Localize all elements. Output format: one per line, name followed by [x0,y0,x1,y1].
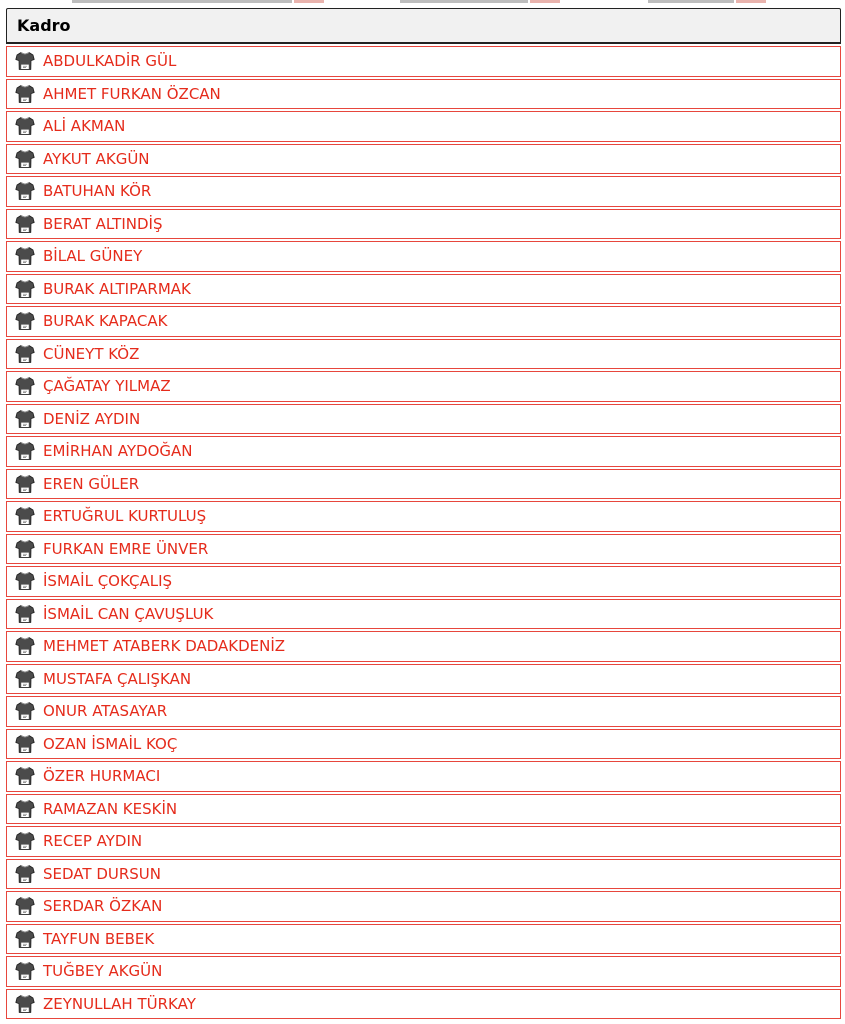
player-row[interactable] [6,501,841,532]
player-list [6,46,841,1019]
player-name-link[interactable]: BURAK ALTIPARMAK [43,279,191,298]
player-row[interactable] [6,566,841,597]
shirt-icon [15,474,35,494]
player-row[interactable] [6,859,841,890]
player-name-link[interactable]: İSMAİL ÇOKÇALIŞ [43,572,173,591]
shirt-icon [15,864,35,884]
player-name-link[interactable]: EMİRHAN AYDOĞAN [43,442,193,461]
player-name-link[interactable]: ERTUĞRUL KURTULUŞ [43,507,207,526]
player-name-link[interactable]: DENİZ AYDIN [43,409,141,428]
player-name-link[interactable]: RAMAZAN KESKİN [43,799,178,818]
player-name-link[interactable]: ONUR ATASAYAR [43,702,168,721]
player-name-link[interactable]: TAYFUN BEBEK [43,929,155,948]
shirt-icon [15,246,35,266]
player-name-link[interactable]: BURAK KAPACAK [43,312,168,331]
player-name-link[interactable]: SERDAR ÖZKAN [43,897,163,916]
shirt-icon [15,441,35,461]
player-row[interactable] [6,664,841,695]
shirt-icon [15,961,35,981]
player-name-link[interactable]: MUSTAFA ÇALIŞKAN [43,669,192,688]
player-row[interactable] [6,209,841,240]
top-controls-strip [0,0,845,8]
shirt-icon [15,571,35,591]
shirt-icon [15,116,35,136]
player-row[interactable] [6,241,841,272]
roster-header [6,8,841,44]
shirt-icon [15,604,35,624]
shirt-icon [15,409,35,429]
player-name-link[interactable]: TUĞBEY AKGÜN [43,962,163,981]
shirt-icon [15,506,35,526]
shirt-icon [15,701,35,721]
filter-select-1[interactable] [72,0,292,3]
shirt-icon [15,376,35,396]
player-row[interactable] [6,761,841,792]
player-name-link[interactable]: ZEYNULLAH TÜRKAY [43,994,196,1013]
player-name-link[interactable]: BERAT ALTINDİŞ [43,214,163,233]
player-name-link[interactable]: ABDULKADİR GÜL [43,52,177,71]
player-row[interactable] [6,46,841,77]
shirt-icon [15,994,35,1014]
player-row[interactable] [6,794,841,825]
player-name-link[interactable]: FURKAN EMRE ÜNVER [43,539,209,558]
player-row[interactable] [6,274,841,305]
player-row[interactable] [6,339,841,370]
player-row[interactable] [6,599,841,630]
player-row[interactable] [6,144,841,175]
player-name-link[interactable]: AYKUT AKGÜN [43,149,150,168]
player-row[interactable] [6,826,841,857]
player-name-link[interactable]: MEHMET ATABERK DADAKDENİZ [43,637,286,656]
player-name-link[interactable]: OZAN İSMAİL KOÇ [43,734,178,753]
player-name-link[interactable]: ALİ AKMAN [43,117,126,136]
player-name-link[interactable]: BATUHAN KÖR [43,182,152,201]
shirt-icon [15,766,35,786]
roster-panel [6,8,841,1019]
player-row[interactable] [6,436,841,467]
player-row[interactable] [6,404,841,435]
shirt-icon [15,539,35,559]
shirt-icon [15,734,35,754]
player-row[interactable] [6,534,841,565]
shirt-icon [15,344,35,364]
filter-button-1[interactable] [294,0,324,3]
shirt-icon [15,181,35,201]
player-row[interactable] [6,696,841,727]
shirt-icon [15,636,35,656]
shirt-icon [15,929,35,949]
shirt-icon [15,84,35,104]
filter-button-2[interactable] [530,0,560,3]
player-row[interactable] [6,111,841,142]
shirt-icon [15,279,35,299]
filter-button-3[interactable] [736,0,766,3]
filter-select-3[interactable] [648,0,734,3]
player-name-link[interactable]: ÖZER HURMACI [43,767,161,786]
player-row[interactable] [6,371,841,402]
player-name-link[interactable]: İSMAİL CAN ÇAVUŞLUK [43,604,214,623]
player-name-link[interactable]: RECEP AYDIN [43,832,143,851]
player-row[interactable] [6,924,841,955]
shirt-icon [15,669,35,689]
shirt-icon [15,51,35,71]
player-row[interactable] [6,891,841,922]
shirt-icon [15,831,35,851]
shirt-icon [15,799,35,819]
player-row[interactable] [6,176,841,207]
player-name-link[interactable]: CÜNEYT KÖZ [43,344,140,363]
player-row[interactable] [6,631,841,662]
player-row[interactable] [6,956,841,987]
player-row[interactable] [6,469,841,500]
shirt-icon [15,214,35,234]
player-name-link[interactable]: EREN GÜLER [43,474,140,493]
player-row[interactable] [6,989,841,1020]
player-name-link[interactable]: ÇAĞATAY YILMAZ [43,377,171,396]
shirt-icon [15,896,35,916]
player-name-link[interactable]: SEDAT DURSUN [43,864,161,883]
shirt-icon [15,149,35,169]
shirt-icon [15,311,35,331]
player-name-link[interactable]: AHMET FURKAN ÖZCAN [43,84,221,103]
player-row[interactable] [6,306,841,337]
player-row[interactable] [6,729,841,760]
player-row[interactable] [6,79,841,110]
filter-select-2[interactable] [400,0,528,3]
roster-title: Kadro [17,16,71,35]
player-name-link[interactable]: BİLAL GÜNEY [43,247,143,266]
